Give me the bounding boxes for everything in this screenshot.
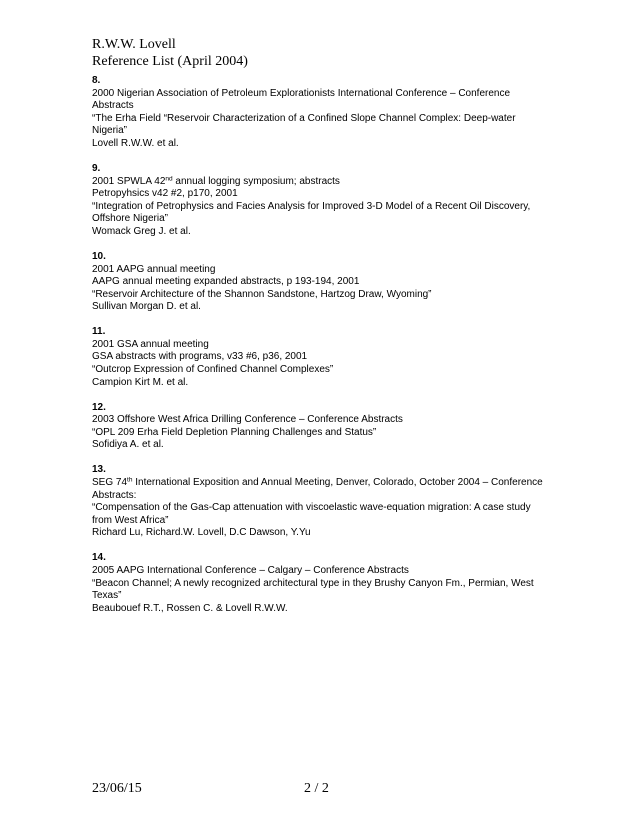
footer-page-number: 2 / 2 — [304, 781, 329, 796]
reference-entry — [92, 251, 552, 314]
reference-line: Sofidiya A. et al. — [92, 439, 164, 451]
reference-number: 11. — [92, 326, 106, 338]
header-author: R.W.W. Lovell — [92, 37, 176, 52]
reference-line: 2003 Offshore West Africa Drilling Conference – Conference Abstracts — [92, 414, 403, 426]
reference-line: Womack Greg J. et al. — [92, 225, 191, 237]
reference-line-text: 2001 SPWLA 42 — [92, 175, 166, 187]
reference-line: Sullivan Morgan D. et al. — [92, 301, 201, 313]
reference-entry — [92, 552, 552, 615]
reference-line: “Integration of Petrophysics and Facies Analysis for Improved 3-D Model of a Recent Oil Discovery, Offshore Nigeria” — [92, 200, 531, 225]
reference-line: “The Erha Field “Reservoir Characterization of a Confined Slope Channel Complex: Deep-water Nigeria” — [92, 112, 516, 137]
reference-entry — [92, 464, 552, 540]
reference-line: “Outcrop Expression of Confined Channel Complexes” — [92, 364, 334, 376]
reference-line: Lovell R.W.W. et al. — [92, 137, 179, 149]
reference-line: “OPL 209 Erha Field Depletion Planning Challenges and Status” — [92, 426, 377, 438]
footer-date: 23/06/15 — [92, 781, 142, 796]
reference-line — [92, 176, 552, 189]
reference-line: Petropyhsics v42 #2, p170, 2001 — [92, 188, 238, 200]
reference-line: Richard Lu, Richard.W. Lovell, D.C Dawson, Y.Yu — [92, 527, 311, 539]
reference-line-text: International Exposition and Annual Meeting, Denver, Colorado, October 2004 – Conference Abstracts: — [92, 476, 543, 501]
reference-number: 12. — [92, 401, 106, 413]
reference-entry — [92, 75, 552, 151]
reference-line-text: SEG 74 — [92, 476, 128, 488]
reference-line: 2005 AAPG International Conference – Calgary – Conference Abstracts — [92, 564, 409, 576]
page-header — [92, 36, 248, 70]
reference-line: “Beacon Channel; A newly recognized architectural type in they Brushy Canyon Fm., Permian, West Texas” — [92, 577, 534, 602]
ordinal-superscript: th — [127, 476, 133, 484]
reference-number: 13. — [92, 464, 106, 476]
reference-line: 2000 Nigerian Association of Petroleum Explorationists International Conference – Conference Abstracts — [92, 87, 511, 112]
reference-list — [92, 75, 552, 628]
reference-line: 2001 AAPG annual meeting — [92, 263, 216, 275]
reference-number: 8. — [92, 75, 101, 86]
reference-line: AAPG annual meeting expanded abstracts, p 193-194, 2001 — [92, 276, 360, 288]
reference-entry — [92, 402, 552, 452]
reference-number: 9. — [92, 162, 101, 174]
reference-entry — [92, 163, 552, 239]
reference-line: Beaubouef R.T., Rossen C. & Lovell R.W.W. — [92, 602, 288, 614]
reference-entry — [92, 326, 552, 389]
reference-line: “Compensation of the Gas-Cap attenuation with viscoelastic wave-equation migration: A case study from West Africa” — [92, 502, 531, 526]
reference-line — [92, 477, 552, 502]
reference-line: GSA abstracts with programs, v33 #6, p36, 2001 — [92, 351, 308, 363]
reference-line-text: annual logging symposium; abstracts — [172, 175, 340, 187]
reference-line: “Reservoir Architecture of the Shannon Sandstone, Hartzog Draw, Wyoming” — [92, 288, 432, 300]
reference-line: Campion Kirt M. et al. — [92, 376, 189, 388]
reference-line: 2001 GSA annual meeting — [92, 338, 209, 350]
ordinal-superscript: nd — [165, 175, 173, 183]
reference-number: 14. — [92, 552, 106, 564]
header-subtitle: Reference List (April 2004) — [92, 54, 248, 69]
reference-number: 10. — [92, 250, 106, 262]
